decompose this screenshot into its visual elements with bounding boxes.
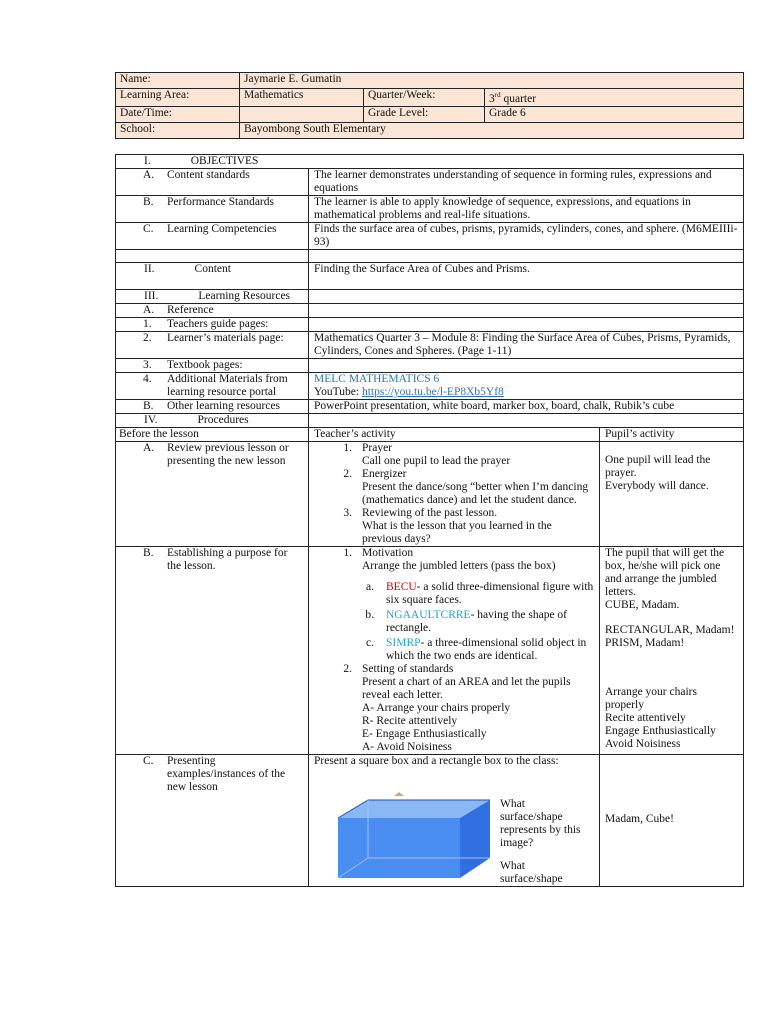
grade-value: Grade 6 [485, 106, 744, 122]
teachers-guide-label: 1. Teachers guide pages: [116, 318, 309, 332]
school-label: School: [116, 122, 240, 138]
quarter-sup: rd [494, 91, 501, 99]
spacer-cell [116, 250, 309, 263]
lesson-plan-table [115, 154, 744, 887]
learners-materials-text: Mathematics Quarter 3 – Module 8: Finding the Surface Area of Cubes, Prisms, Pyramids, Cylinders, Cones and Spheres. (Page 1-11) [309, 332, 744, 359]
name-label: Name: [116, 73, 240, 89]
reference-label: A. Reference [116, 304, 309, 318]
presenting-label: C. Presenting examples/instances of the new lesson [116, 755, 309, 887]
review-pupil: One pupil will lead the prayer. Everybody will dance. [600, 442, 744, 547]
other-resources-text: PowerPoint presentation, white board, marker box, board, chalk, Rubik’s cube [309, 400, 744, 414]
additional-materials-label: 4. Additional Materials from learning resource portal [116, 373, 309, 400]
quarter-label: Quarter/Week: [364, 89, 485, 107]
spacer-cell [309, 250, 744, 263]
box-question-1: What surface/shape represents by this image? [500, 798, 581, 849]
area-value: Mathematics [240, 89, 364, 107]
additional-materials-text [309, 373, 744, 400]
content-standards-label: A. Content standards [116, 169, 309, 196]
purpose-teacher [309, 547, 600, 755]
list-item: 2. Energizer Present the dance/song “better when I’m dancing (mathematics dance) and let the student dance. [343, 468, 589, 506]
objectives-heading: I. OBJECTIVES [116, 155, 744, 169]
review-label: A. Review previous lesson or presenting the new lesson [116, 442, 309, 547]
melc-link[interactable]: MELC MATHEMATICS 6 [314, 373, 440, 385]
learning-competencies-label: C. Learning Competencies [116, 223, 309, 250]
presenting-pupil: Madam, Cube! [600, 755, 744, 887]
youtube-link[interactable]: https://you.tu.be/l-EP8Xb5Yf8 [361, 386, 504, 398]
date-value [240, 106, 364, 122]
teachers-guide-blank [309, 318, 744, 332]
list-item: a. BECU- a solid three-dimensional figure with six square faces. [366, 581, 594, 606]
performance-standards-text: The learner is able to apply knowledge of sequence, expressions, and equations in mathematical problems and real-life situations. [309, 196, 744, 223]
list-item: 2. Setting of standards Present a chart of an AREA and let the pupils reveal each letter. A- Arrange your chairs properly R- Recite attentively E- Engage Enthusiastically A- Avoid Noisiness [343, 663, 571, 753]
procedures-heading: IV. Procedures [116, 414, 309, 428]
other-resources-label: B. Other learning resources [116, 400, 309, 414]
quarter-value [485, 89, 744, 107]
col-teacher-activity: Teacher’s activity [309, 428, 600, 442]
list-item: c. SIMRP- a three-dimensional solid object in which the two ends are identical. [366, 637, 587, 662]
resources-heading-blank [309, 290, 744, 304]
textbook-label: 3. Textbook pages: [116, 359, 309, 373]
col-pupil-activity: Pupil’s activity [600, 428, 744, 442]
performance-standards-label: B. Performance Standards [116, 196, 309, 223]
purpose-label: B. Establishing a purpose for the lesson. [116, 547, 309, 755]
reference-blank [309, 304, 744, 318]
quarter-num: 3 [489, 92, 495, 105]
rectangular-prism-image [334, 792, 494, 882]
learners-materials-label: 2. Learner’s materials page: [116, 332, 309, 359]
learning-competencies-text: Finds the surface area of cubes, prisms, pyramids, cylinders, cones, and sphere. (M6MEIIIi-93) [309, 223, 744, 250]
list-item: 1. Motivation Arrange the jumbled letters (pass the box) [343, 547, 556, 572]
procedures-heading-blank [309, 414, 744, 428]
col-before-lesson: Before the lesson [116, 428, 309, 442]
school-value: Bayombong South Elementary [240, 122, 744, 138]
youtube-label: YouTube: [314, 386, 362, 398]
header-table [115, 72, 744, 139]
list-item: 1. Prayer Call one pupil to lead the prayer [343, 442, 511, 467]
list-item: b. NGAAULTCRRE- having the shape of rectangle. [365, 609, 568, 634]
grade-label: Grade Level: [364, 106, 485, 122]
presenting-teacher: Present a square box and a rectangle box to the class: What surface/shape represents by this image? What surface/shape [309, 755, 600, 887]
textbook-blank [309, 359, 744, 373]
quarter-suffix: quarter [500, 92, 537, 105]
area-label: Learning Area: [116, 89, 240, 107]
content-heading: II. Content [116, 263, 309, 290]
content-standards-text: The learner demonstrates understanding of sequence in forming rules, expressions and equations [309, 169, 744, 196]
review-teacher [309, 442, 600, 547]
list-item: 3. Reviewing of the past lesson. What is the lesson that you learned in the previous days? [343, 507, 552, 545]
date-label: Date/Time: [116, 106, 240, 122]
box-question-2: What surface/shape [500, 860, 563, 885]
purpose-pupil: The pupil that will get the box, he/she will pick one and arrange the jumbled letters. CUBE, Madam. RECTANGULAR, Madam! PRISM, Madam! Arrange your chairs properly Recite attentively Engage Enthusiastically Avoid Noisiness [600, 547, 744, 755]
content-text: Finding the Surface Area of Cubes and Prisms. [309, 263, 744, 290]
resources-heading: III. Learning Resources [116, 290, 309, 304]
name-value: Jaymarie E. Gumatin [240, 73, 744, 89]
